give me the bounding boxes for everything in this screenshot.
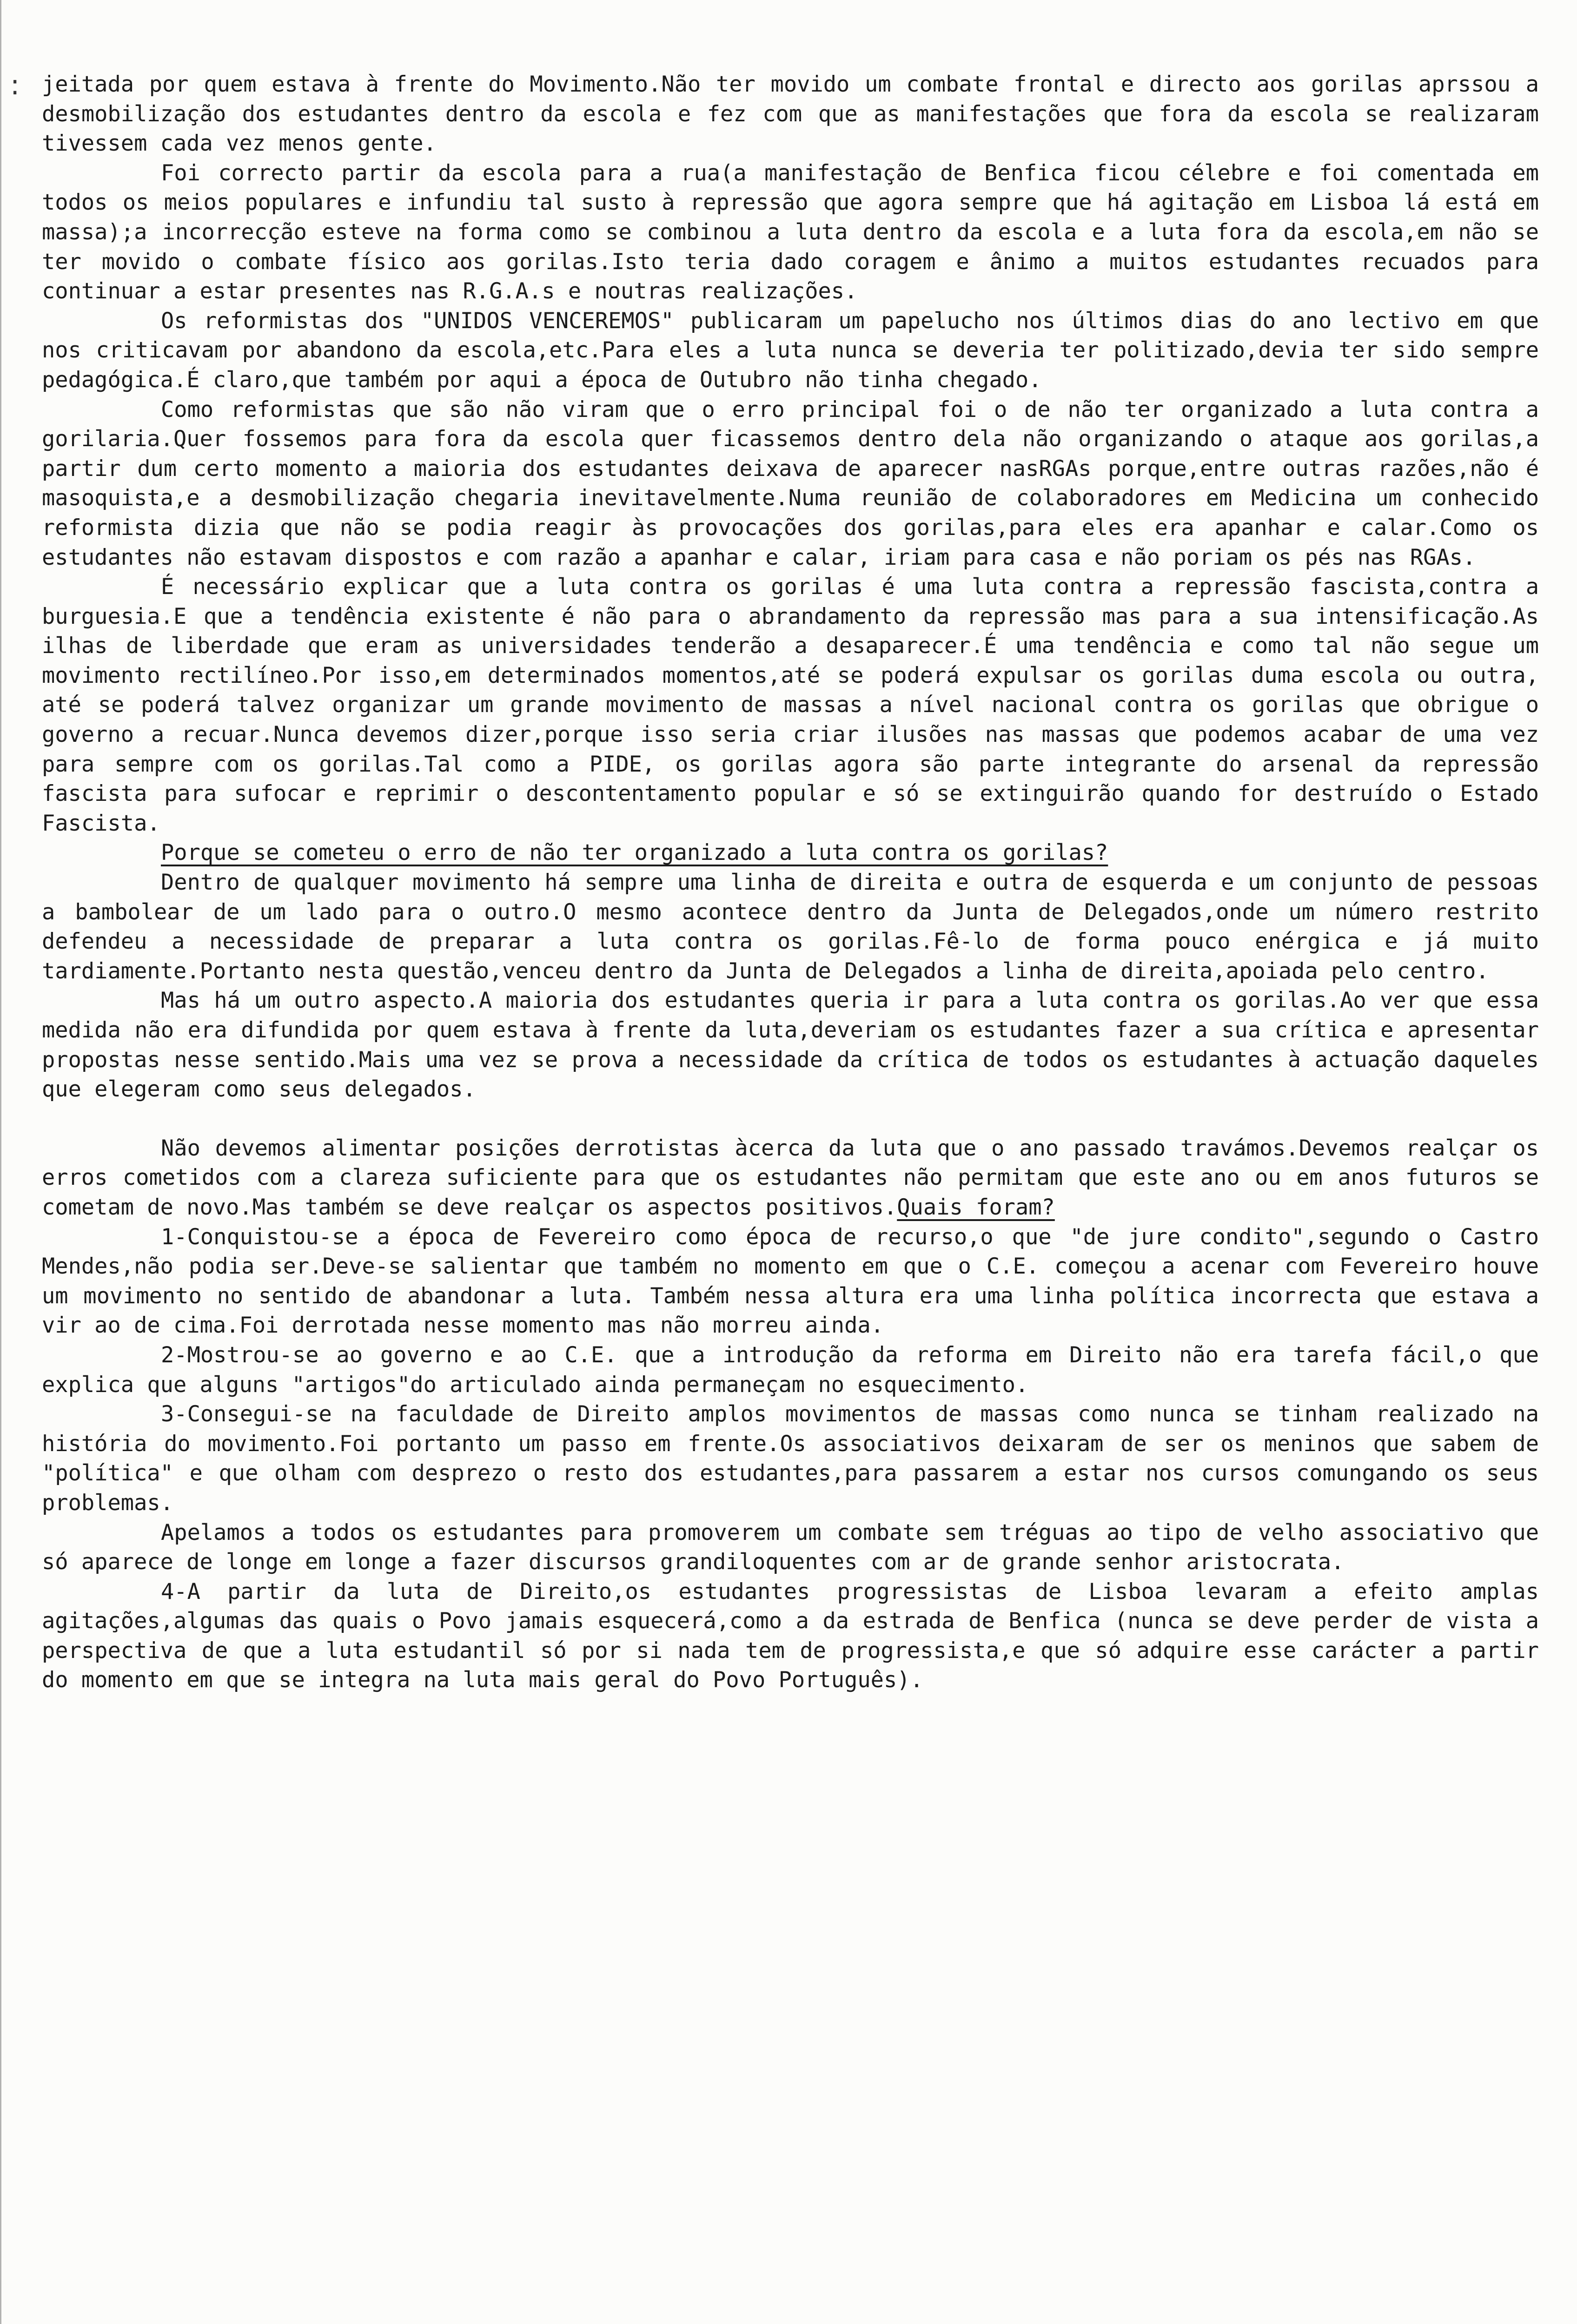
paragraph-4: Como reformistas que são não viram que o erro principal foi o de não ter organizado a luta contra a gorilaria.Quer fossemos para fora da escola quer ficassemos dentro dela não organizando o ataque aos gorilas,a partir dum certo momento a maioria dos estudantes deixava de aparecer nasRGAs porque,entre outras razões,não é masoquista,e a desmobilização chegaria inevitavelmente.Numa reunião de colaboradores em Medicina um conhecido reformista dizia que não se podia reagir às provocações dos gorilas,para eles era apanhar e calar.Como os estudantes não estavam dispostos e com razão a apanhar e calar, iriam para casa e não poriam os pés nas RGAs. [42, 396, 1539, 570]
paragraph-2: Foi correcto partir da escola para a rua(a manifestação de Benfica ficou célebre e foi comentada em todos os meios populares e infundiu tal susto à repressão que agora sempre que há agitação em Lisboa lá está em massa);a incorrecção esteve na forma como se combinou a luta dentro da escola e a luta fora da escola,em não se ter movido o combate físico aos gorilas.Isto teria dado coragem e ânimo a muitos estudantes recuados para continuar a estar presentes nas R.G.A.s e noutras realizações. [42, 160, 1539, 304]
paragraph-7: Mas há um outro aspecto.A maioria dos estudantes queria ir para a luta contra os gorilas.Ao ver que essa medida não era difundida por quem estava à frente da luta,deveriam os estudantes fazer a sua crítica e apresentar propostas nesse sentido.Mais uma vez se prova a necessidade da crítica de todos os estudantes à actuação daqueles que elegeram como seus delegados. [42, 988, 1539, 1103]
question-quais-foram: Quais foram? [897, 1194, 1055, 1220]
appeal-paragraph: Apelamos a todos os estudantes para promoverem um combate sem tréguas ao tipo de velho associativo que só aparece de longe em longe a fazer discursos grandiloquentes com ar de grande senhor aristocrata. [42, 1519, 1539, 1575]
point-2: 2-Mostrou-se ao governo e ao C.E. que a introdução da reforma em Direito não era tarefa fácil,o que explica que alguns "artigos"do articulado ainda permaneçam no esquecimento. [42, 1342, 1539, 1398]
document-body [42, 70, 1539, 1695]
paragraph-3: Os reformistas dos "UNIDOS VENCEREMOS" publicaram um papelucho nos últimos dias do ano lectivo em que nos criticavam por abandono da escola,etc.Para eles a luta nunca se deveria ter politizado,devia ter sido sempre pedagógica.É claro,que também por aqui a época de Outubro não tinha chegado. [42, 308, 1539, 393]
paragraph-8-text: Não devemos alimentar posições derrotistas àcerca da luta que o ano passado travámos.Devemos realçar os erros cometidos com a clareza suficiente para que os estudantes não permitam que este ano ou em anos futuros se cometam de novo.Mas também se deve realçar os aspectos positivos. [42, 1135, 1539, 1220]
point-1: 1-Conquistou-se a época de Fevereiro como época de recurso,o que "de jure condito",segundo o Castro Mendes,não podia ser.Deve-se salientar que também no momento em que o C.E. começou a acenar com Fevereiro houve um movimento no sentido de abandonar a luta. Também nessa altura era uma linha política incorrecta que estava a vir ao de cima.Foi derrotada nesse momento mas não morreu ainda. [42, 1224, 1539, 1339]
paragraph-1: jeitada por quem estava à frente do Movimento.Não ter movido um combate frontal e directo aos gorilas aprssou a desmobilização dos estudantes dentro da escola e fez com que as manifestações que fora da escola se realizaram tivessem cada vez menos gente. [42, 72, 1539, 157]
scan-left-edge [0, 0, 1, 2324]
paragraph-8 [42, 1134, 1539, 1222]
point-4: 4-A partir da luta de Direito,os estudantes progressistas de Lisboa levaram a efeito amplas agitações,algumas das quais o Povo jamais esquecerá,como a da estrada de Benfica (nunca se deve perder de vista a perspectiva de que a luta estudantil só por si nada tem de progressista,e que só adquire esse carácter a partir do momento em que se integra na luta mais geral do Povo Português). [42, 1578, 1539, 1693]
section-heading: Porque se cometeu o erro de não ter organizado a luta contra os gorilas? [161, 840, 1108, 866]
paragraph-5: É necessário explicar que a luta contra os gorilas é uma luta contra a repressão fascista,contra a burguesia.E que a tendência existente é não para o abrandamento da repressão mas para a sua intensificação.As ilhas de liberdade que eram as universidades tenderão a desaparecer.É uma tendência e como tal não segue um movimento rectilíneo.Por isso,em determinados momentos,até se poderá expulsar os gorilas duma escola ou outra, até se poderá talvez organizar um grande movimento de massas a nível nacional contra os gorilas que obrigue o governo a recuar.Nunca devemos dizer,porque isso seria criar ilusões nas massas que podemos acabar de uma vez para sempre com os gorilas.Tal como a PIDE, os gorilas agora são parte integrante do arsenal da repressão fascista para sufocar e reprimir o descontentamento popular e só se extinguirão quando for destruído o Estado Fascista. [42, 574, 1539, 836]
point-3: 3-Consegui-se na faculdade de Direito amplos movimentos de massas como nunca se tinham realizado na história do movimento.Foi portanto um passo em frente.Os associativos deixaram de ser os meninos que sabem de "política" e que olham com desprezo o resto dos estudantes,para passarem a estar nos cursos comungando os seus problemas. [42, 1401, 1539, 1516]
paragraph-6: Dentro de qualquer movimento há sempre uma linha de direita e outra de esquerda e um conjunto de pessoas a bambolear de um lado para o outro.O mesmo acontece dentro da Junta de Delegados,onde um número restrito defendeu a necessidade de preparar a luta contra os gorilas.Fê-lo de forma pouco enérgica e já muito tardiamente.Portanto nesta questão,venceu dentro da Junta de Delegados a linha de direita,apoiada pelo centro. [42, 870, 1539, 984]
margin-mark: : [10, 69, 20, 101]
